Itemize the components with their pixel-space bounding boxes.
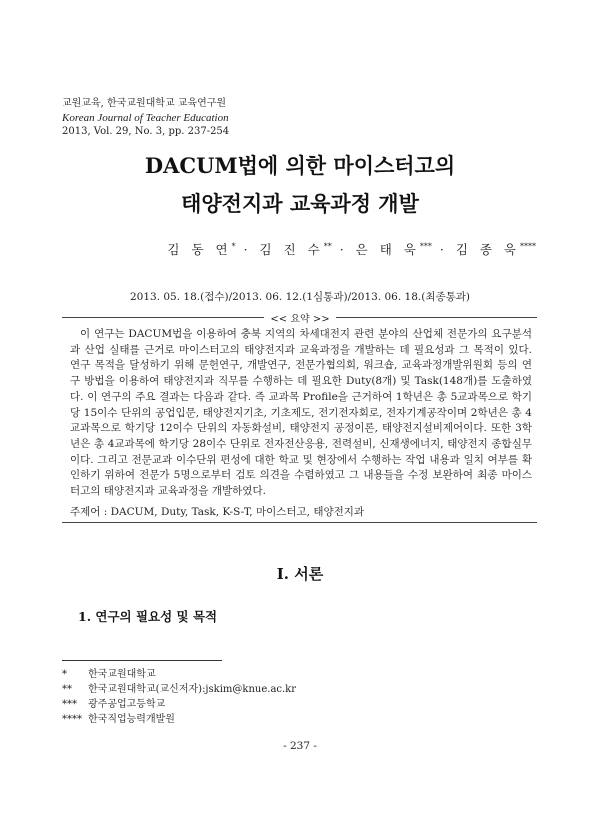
summary-label: << 요약 >> xyxy=(0,310,600,325)
paper-title-line-1: DACUM법에 의한 마이스터고의 xyxy=(144,153,456,178)
journal-volume-info: 2013, Vol. 29, No. 3, pp. 237-254 xyxy=(62,126,230,137)
footnote-2: ** 한국교원대학교(교신저자):jskim@knue.ac.kr xyxy=(62,684,297,695)
author-separator: · xyxy=(243,242,252,257)
author-3: 은 태 욱*** xyxy=(355,241,432,257)
author-1: 김 동 연* xyxy=(167,241,236,257)
paper-title-line-2: 태양전지과 교육과정 개발 xyxy=(181,191,419,216)
journal-name-korean: 교원교육, 한국교원대학교 교육연구원 xyxy=(62,98,227,109)
section-heading: Ⅰ. 서론 xyxy=(276,565,324,583)
footnote-3: *** 광주공업고등학교 xyxy=(62,699,166,710)
author-list xyxy=(167,240,536,258)
author-separator: · xyxy=(439,242,448,257)
page-number: - 237 - xyxy=(283,740,317,752)
footnote-1: * 한국교원대학교 xyxy=(62,669,156,680)
keywords: 주제어 : DACUM, Duty, Task, K-S-T, 마이스터고, 태양전지과 xyxy=(70,506,365,518)
summary-bottom-rule xyxy=(62,522,537,523)
subsection-heading: 1. 연구의 필요성 및 목적 xyxy=(78,609,218,624)
footnote-rule xyxy=(62,660,222,661)
author-separator: · xyxy=(339,242,348,257)
author-4: 김 종 욱**** xyxy=(455,241,536,257)
submission-dates: 2013. 05. 18.(접수)/2013. 06. 12.(1심통과)/2013. 06. 18.(최종통과) xyxy=(129,291,470,303)
abstract-text: 이 연구는 DACUM법을 이용하여 충북 지역의 차세대전지 관련 분야의 산업체 전문가의 요구분석과 산업 실태를 근거로 마이스터고의 태양전지과 교육과정을 개발하는 데 필요성과 그 목적이 있다. 연구 목적을 달성하기 위해 문헌연구, 개발연구, 전문가협의회, 워크숍, 교육과정개발위원회 등의 연구 방법을 이용하여 태양전지과 직무를 수행하는 데 필요한 Duty(8개) 및 Task(148개)를 도출하였다. 이 연구의 주요 결과는 다음과 같다. 즉 교과목 Profile을 근거하여 1학년은 총 5교과목으로 학기당 15이수 단위의 공업입문, 태양전지기초, 기초제도, 전기전자회로, 전자기계공작이며 2학년은 총 4교과목으로 학기당 12이수 단위의 자동화설비, 태양전지 공정이론, 태양전지설비제어이다. 또한 3학년은 총 4교과목에 학기당 28이수 단위로 전자전산응용, 전력설비, 신재생에너지, 태양전지 종합실무이다. 그리고 전문교과 이수단위 편성에 대한 학교 및 현장에서 수행하는 작업 내용과 일치 여부를 확인하기 위하여 전문가 5명으로부터 검토 의견을 수렴하였고 그 내용들을 수정 보완하여 최종 마이스터고의 태양전지과 교육과정을 개발하였다. xyxy=(70,328,532,498)
author-2: 김 진 수** xyxy=(259,241,332,257)
journal-name-english: Korean Journal of Teacher Education xyxy=(62,112,229,124)
footnote-4: **** 한국직업능력개발원 xyxy=(62,714,175,725)
